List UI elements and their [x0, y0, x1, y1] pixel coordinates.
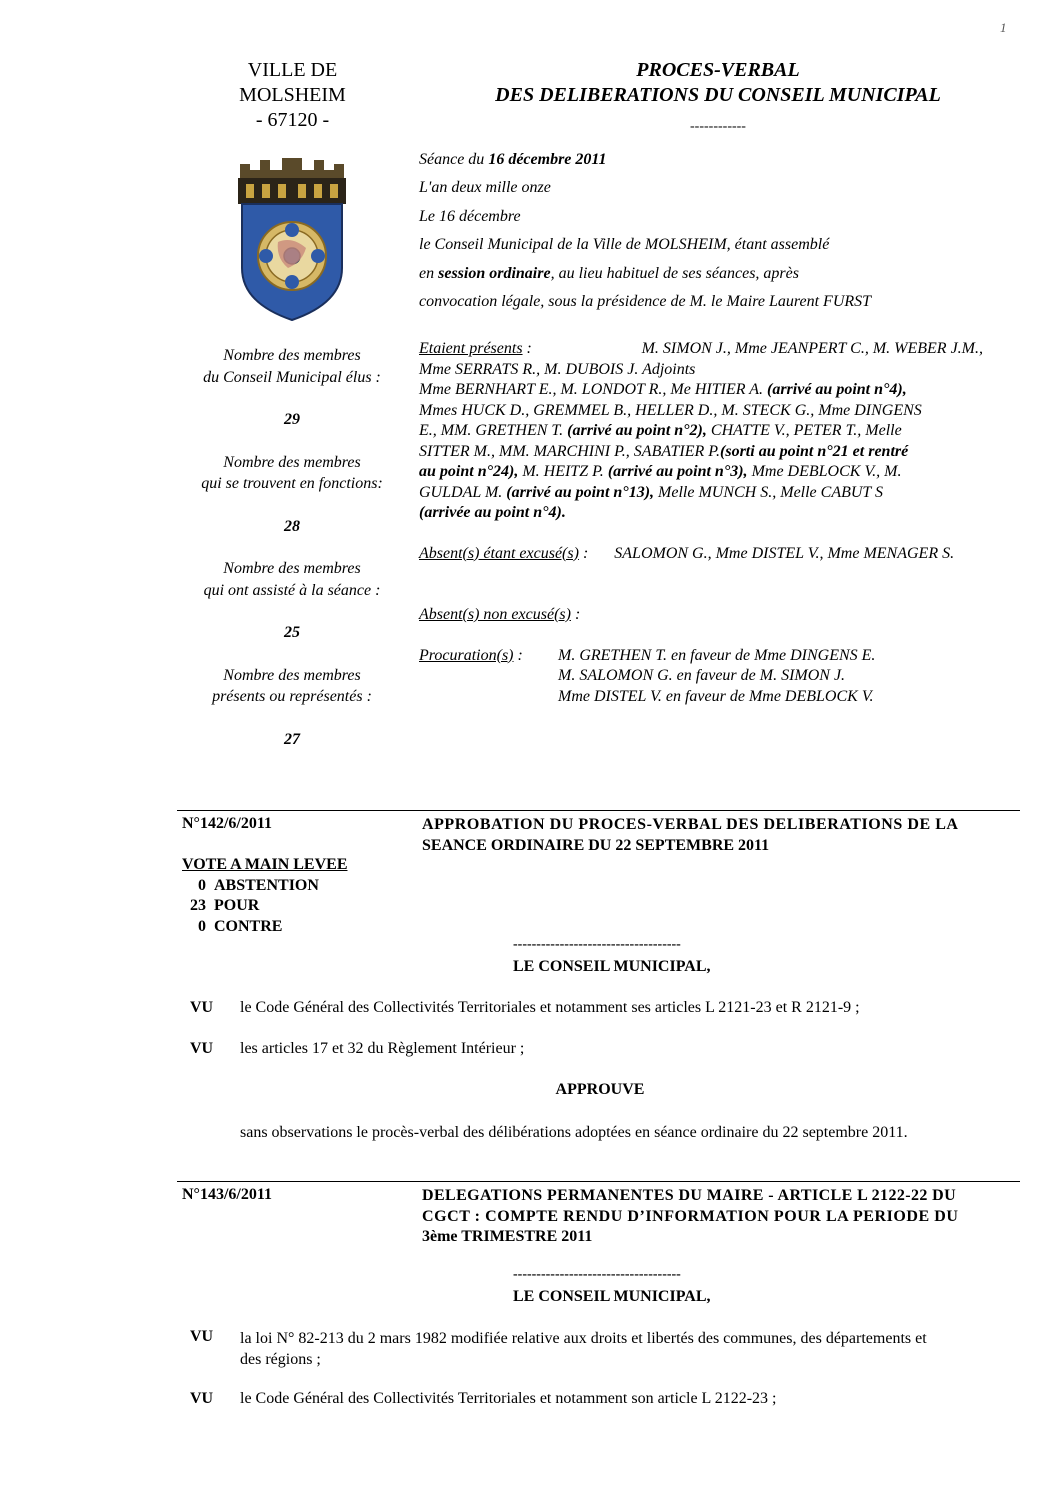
vu-text: les articles 17 et 32 du Règlement Intérieur ;	[240, 1040, 525, 1057]
section-divider	[177, 1181, 1020, 1182]
session-block	[419, 146, 1019, 316]
vote-label: POUR	[214, 897, 260, 914]
decision-heading: APPROUVE	[555, 1081, 645, 1098]
procuration-item: M. SALOMON G. en faveur de M. SIMON J.	[558, 667, 846, 684]
presents-l7d: Mme DEBLOCK V., M.	[747, 463, 902, 480]
vu-text: le Code Général des Collectivités Territoriales et notamment ses articles L 2121-23 et R 2121-9 ;	[240, 999, 860, 1016]
vote-title: VOTE A MAIN LEVEE	[182, 856, 348, 873]
non-excuses-colon: :	[570, 606, 581, 623]
deliberation-title-l2: CGCT : COMPTE RENDU D’INFORMATION POUR LA PERIODE DU	[422, 1207, 959, 1225]
deliberation-title-l1-text: APPROBATION DU PROCES-VERBAL DES DELIBERATIONS DE LA	[422, 816, 959, 833]
presents-value: 27	[284, 730, 300, 748]
elus-label2: du Conseil Municipal élus :	[203, 368, 381, 386]
vote-count: 0	[198, 876, 206, 894]
vu-label: VU	[190, 1040, 214, 1057]
presents-l6	[419, 442, 983, 463]
title-line1: PROCES-VERBAL	[636, 59, 800, 81]
procuration-item: M. GRETHEN T. en faveur de Mme DINGENS E.	[558, 646, 876, 664]
vote-row	[182, 876, 348, 897]
fonction-label1: Nombre des membres	[223, 453, 361, 471]
vu-text: le Code Général des Collectivités Territoriales et notamment son article L 2122-23 ;	[240, 1390, 777, 1407]
assiste-label2: qui ont assisté à la séance :	[203, 581, 381, 599]
council-dashes: ------------------------------------	[513, 1267, 681, 1282]
session-type-pre: en	[419, 264, 439, 282]
member-counts	[182, 345, 402, 750]
deliberation-title-l1	[422, 815, 1013, 836]
session-type-line	[419, 260, 1019, 288]
presents-l7c: (arrivé au point n°3),	[607, 463, 748, 480]
vu-label: VU	[190, 1328, 214, 1345]
town-postcode: - 67120 -	[255, 109, 330, 131]
procuration-block	[419, 646, 983, 708]
title-line2: DES DELIBERATIONS DU CONSEIL MUNICIPAL	[495, 84, 941, 106]
vu-text-l1: la loi N° 82-213 du 2 mars 1982 modifiée relative aux droits et libertés des communes, des départements et	[240, 1330, 927, 1347]
procuration-item: Mme DISTEL V. en faveur de Mme DEBLOCK V.	[558, 687, 874, 705]
presents-l5c: CHATTE V., PETER T., Melle	[706, 422, 902, 439]
presents-l5a: E., MM. GRETHEN T.	[419, 422, 568, 439]
fonction-value: 28	[284, 517, 300, 535]
deliberation-title	[422, 1186, 1013, 1248]
procuration-list	[558, 646, 875, 708]
vote-block	[182, 855, 348, 937]
presents-l2: Mme SERRATS R., M. DUBOIS J. Adjoints	[419, 360, 696, 378]
presents-line1	[419, 339, 983, 360]
assiste-value: 25	[284, 624, 300, 641]
procuration-label: Procuration(s)	[419, 646, 514, 664]
presents-l6a: SITTER M., MM. MARCHINI P., SABATIER P.	[419, 442, 721, 460]
presents-l3b: (arrivé au point n°4),	[766, 381, 907, 398]
excuses-value: SALOMON G., Mme DISTEL V., Mme MENAGER S.	[614, 544, 955, 562]
presents-l8c: Melle MUNCH S., Melle CABUT S	[654, 483, 884, 501]
document-title	[418, 58, 1018, 108]
presents-colon: :	[522, 340, 532, 357]
excuses-label: Absent(s) étant excusé(s)	[419, 544, 579, 562]
deliberation-number: N°143/6/2011	[182, 1186, 272, 1203]
vu-text	[240, 1328, 1015, 1370]
council-dashes: ------------------------------------	[513, 937, 681, 952]
elus-value: 29	[284, 411, 300, 428]
presents-l7	[419, 462, 983, 483]
presents-l5b: (arrivé au point n°2),	[567, 422, 707, 439]
session-type-post: , au lieu habituel de ses séances, après	[550, 264, 799, 282]
session-date: 16 décembre 2011	[488, 151, 607, 168]
town-block	[200, 58, 385, 133]
presents-l8	[419, 483, 983, 504]
section-divider	[177, 810, 1020, 811]
non-excuses-label: Absent(s) non excusé(s)	[419, 606, 571, 623]
decision-text: sans observations le procès-verbal des délibérations adoptées en séance ordinaire du 22 septembre 2011.	[240, 1124, 908, 1141]
session-president-line: convocation légale, sous la présidence de M. le Maire Laurent FURST	[419, 293, 872, 311]
presents-l9: (arrivée au point n°4).	[419, 504, 566, 521]
presents-l6b: (sorti au point n°21 et rentré	[720, 442, 909, 460]
fonction-label2: qui se trouvent en fonctions:	[201, 475, 383, 492]
deliberation-title-l2: SEANCE ORDINAIRE DU 22 SEPTEMBRE 2011	[422, 836, 770, 854]
vote-label: ABSTENTION	[214, 876, 319, 894]
vote-count: 23	[190, 897, 206, 914]
presents-l4: Mmes HUCK D., GREMMEL B., HELLER D., M. STECK G., Mme DINGENS	[419, 401, 922, 419]
presents-l7a: au point n°24),	[419, 463, 519, 480]
presents-l5	[419, 421, 983, 442]
session-date-line	[419, 146, 1019, 174]
presents-l1: M. SIMON J., Mme JEANPERT C., M. WEBER J.M.,	[641, 340, 983, 357]
town-line2: MOLSHEIM	[239, 84, 346, 106]
procuration-heading	[419, 646, 523, 667]
assiste-label1: Nombre des membres	[223, 560, 361, 577]
deliberation-title-l3: 3ème TRIMESTRE 2011	[422, 1228, 593, 1245]
procuration-colon: :	[513, 646, 523, 664]
presents-label1: Nombre des membres	[223, 666, 361, 684]
session-assembly-line: le Conseil Municipal de la Ville de MOLSHEIM, étant assemblé	[419, 236, 830, 254]
deliberation-title	[422, 815, 1013, 856]
deliberation-title-l1: DELEGATIONS PERMANENTES DU MAIRE - ARTICLE L 2122-22 DU	[422, 1187, 957, 1204]
excuses-line	[419, 544, 983, 565]
deliberation-number: N°142/6/2011	[182, 815, 272, 832]
presents-l8a: GULDAL M.	[419, 483, 507, 501]
council-heading: LE CONSEIL MUNICIPAL,	[513, 958, 711, 975]
vote-label: CONTRE	[214, 917, 283, 935]
town-line1: VILLE DE	[247, 59, 338, 81]
vote-row	[182, 917, 348, 938]
excuses-colon: :	[578, 544, 589, 562]
presents-heading	[419, 339, 532, 360]
presents-l8b: (arrivé au point n°13),	[506, 483, 655, 501]
presents-l3a: Mme BERNHART E., M. LONDOT R., Me HITIER A.	[419, 381, 767, 398]
session-day-line: Le 16 décembre	[419, 207, 521, 225]
presents-l3	[419, 380, 983, 401]
elus-label1: Nombre des membres	[223, 347, 361, 364]
page-number: 1	[1000, 20, 1007, 35]
vu-label: VU	[190, 999, 214, 1016]
vote-row	[182, 896, 348, 917]
session-year-line: L'an deux mille onze	[419, 179, 551, 197]
vu-label: VU	[190, 1390, 214, 1407]
presents-l7b: M. HEITZ P.	[518, 463, 608, 480]
coat-of-arms-logo	[232, 158, 352, 323]
council-heading: LE CONSEIL MUNICIPAL,	[513, 1288, 711, 1305]
session-type: session ordinaire	[438, 264, 551, 282]
vu-text-l2: des régions ;	[240, 1351, 321, 1368]
non-excuses-line	[419, 605, 983, 626]
vote-count: 0	[198, 917, 206, 935]
presents-label2: présents ou représentés :	[212, 688, 372, 705]
attendance-block	[419, 339, 983, 708]
session-prefix: Séance du	[419, 151, 489, 168]
title-separator: ------------	[690, 119, 746, 134]
presents-label: Etaient présents	[419, 340, 523, 357]
